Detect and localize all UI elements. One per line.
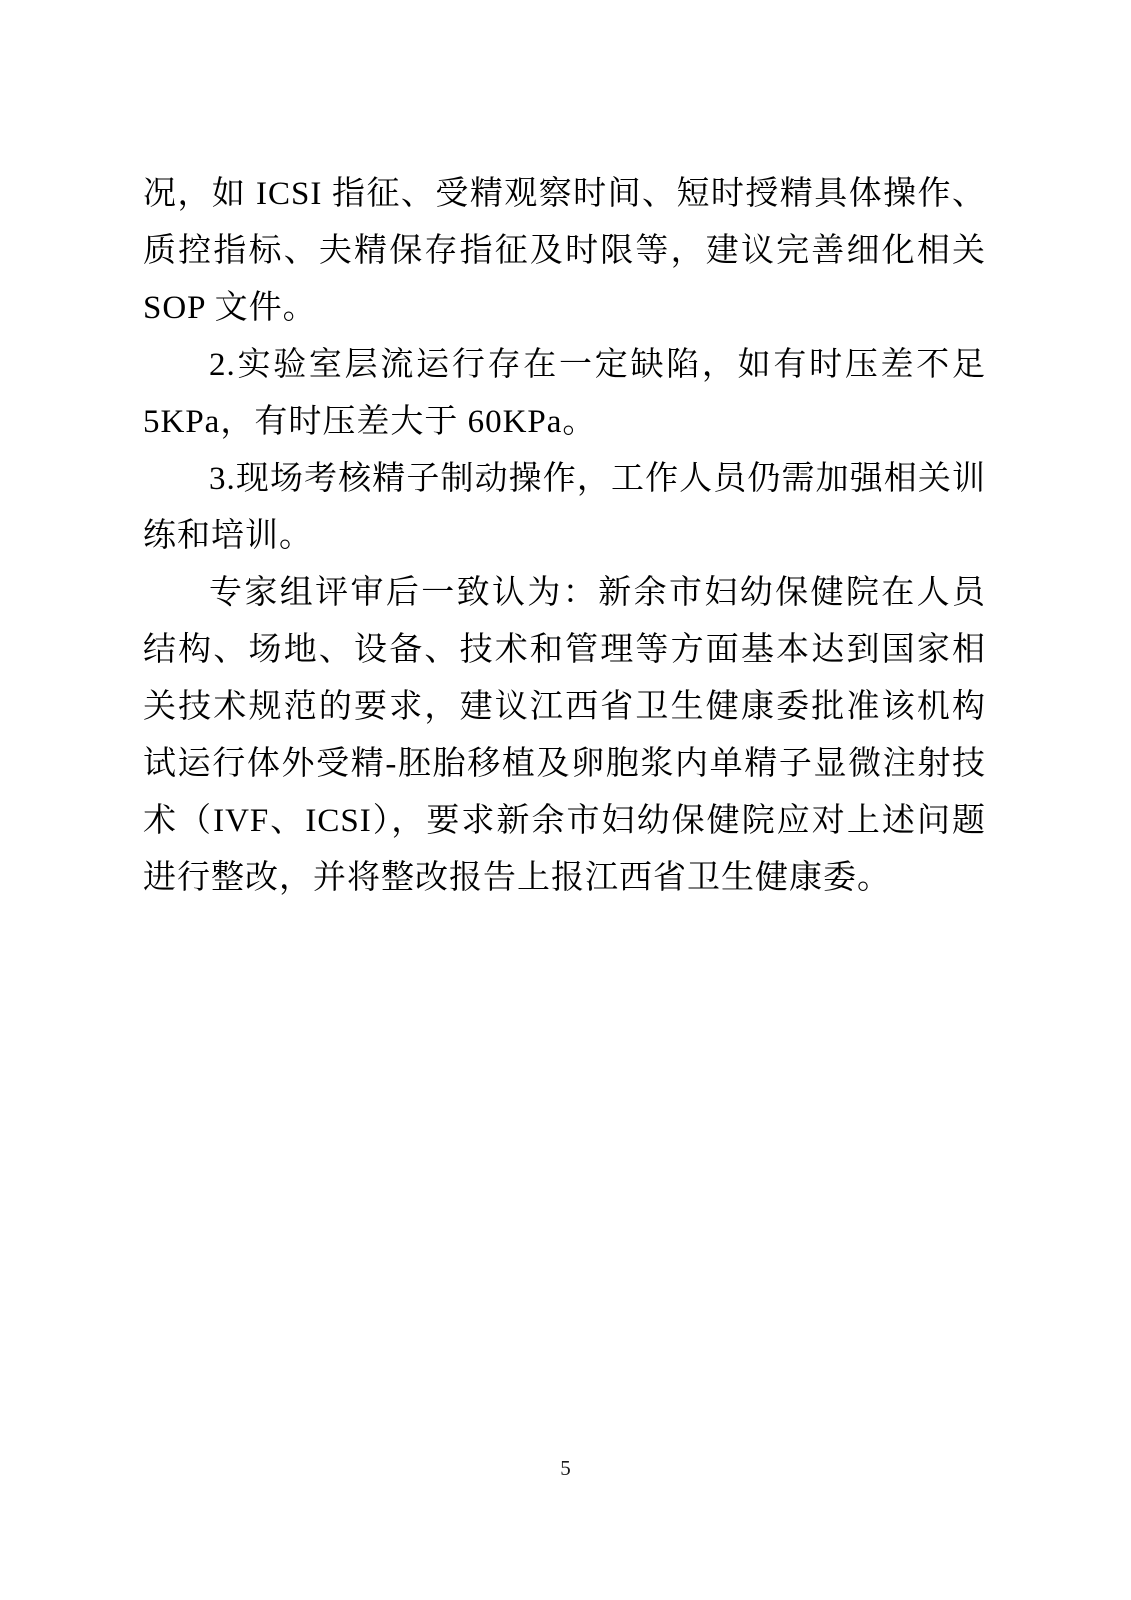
paragraph-issue-3: 3.现场考核精子制动操作，工作人员仍需加强相关训练和培训。 [143, 461, 986, 554]
page-number: 5 [560, 1456, 571, 1480]
paragraph-issue-2: 2.实验室层流运行存在一定缺陷，如有时压差不足 5KPa，有时压差大于 60KPa。 [143, 347, 986, 440]
paragraph-continuation: 况，如 ICSI 指征、受精观察时间、短时授精具体操作、质控指标、夫精保存指征及时限等，建议完善细化相关 SOP 文件。 [143, 176, 986, 326]
paragraph-conclusion: 专家组评审后一致认为：新余市妇幼保健院在人员结构、场地、设备、技术和管理等方面基本达到国家相关技术规范的要求，建议江西省卫生健康委批准该机构试运行体外受精-胚胎移植及卵胞浆内单精子显微注射技术（IVF、ICSI），要求新余市妇幼保健院应对上述问题进行整改，并将整改报告上报江西省卫生健康委。 [143, 575, 986, 896]
document-body [143, 166, 986, 907]
